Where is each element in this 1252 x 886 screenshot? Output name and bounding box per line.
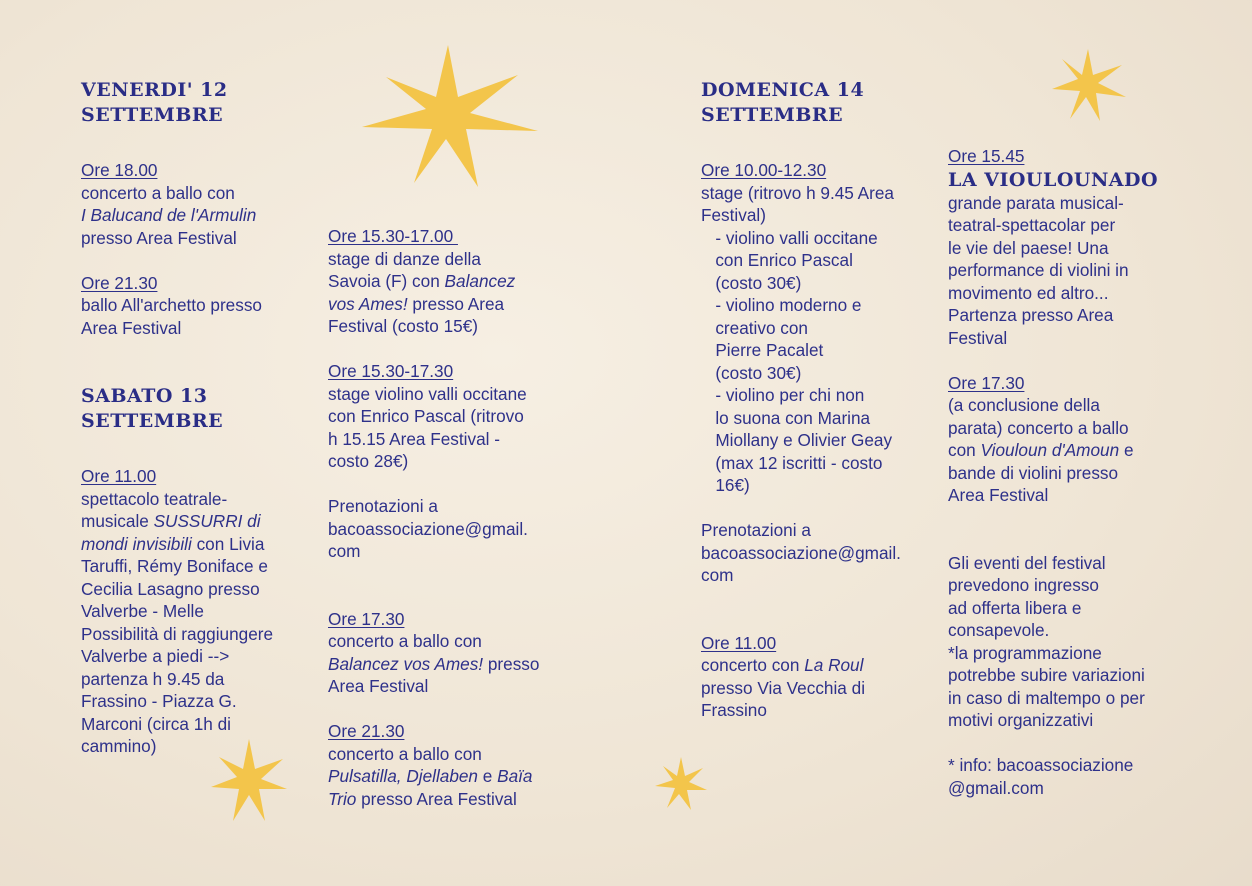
event-line: presso Area Festival [81, 227, 237, 248]
star-icon [654, 756, 708, 812]
event-time: Ore 10.00-12.30 [701, 160, 827, 180]
event-line: (costo 30€) [701, 272, 802, 293]
contact-email: @gmail.com [948, 777, 1044, 798]
event-block [81, 159, 311, 249]
event-line: Frassino - Piazza G. [81, 691, 237, 711]
event-block [948, 372, 1188, 507]
booking-line: com [328, 541, 361, 561]
note-line: consapevole. [948, 620, 1050, 640]
event-line: Miollany e Olivier Geay [701, 430, 893, 450]
event-time: Ore 11.00 [81, 466, 157, 486]
booking-email: bacoassociazione@gmail. [328, 518, 528, 539]
booking-info [328, 495, 568, 563]
event-title-italic: mondi invisibili [81, 533, 192, 554]
event-line: Cecilia Lasagno presso [81, 578, 260, 599]
event-time: Ore 17.30 [948, 372, 1025, 393]
note-line: prevedono ingresso [948, 575, 1099, 595]
event-line: movimento ed altro... [948, 282, 1109, 303]
event-block [328, 720, 568, 810]
event-line: costo 28€) [328, 451, 409, 471]
event-line: - violino valli occitane [701, 227, 878, 248]
event-line: stage (ritrovo h 9.45 Area [701, 182, 894, 203]
event-block [81, 272, 311, 340]
event-text: e [478, 766, 498, 786]
event-line: stage violino valli occitane [328, 383, 527, 404]
event-line: Area Festival [328, 676, 429, 696]
event-line [328, 788, 568, 811]
note-line: motivi organizzativi [948, 710, 1094, 730]
event-line: creativo con [701, 317, 808, 338]
day-title-line: SETTEMBRE [81, 104, 224, 126]
event-line: concerto a ballo con [328, 631, 482, 651]
event-line: Frassino [701, 700, 767, 720]
event-line: spettacolo teatrale- [81, 488, 228, 509]
event-line: Pierre Pacalet [701, 340, 824, 360]
event-block [948, 145, 1188, 349]
booking-line: com [701, 565, 734, 585]
event-line: Marconi (circa 1h di [81, 713, 231, 734]
event-time: Ore 15.45 [948, 146, 1025, 166]
event-text: e [1119, 440, 1134, 460]
event-line: presso Via Vecchia di [701, 677, 866, 698]
event-line: (costo 30€) [701, 362, 802, 383]
event-line: Area Festival [81, 317, 182, 338]
column-sunday-continued [948, 145, 1188, 799]
day-title-line: VENERDI' 12 [81, 79, 228, 101]
event-title-italic: Baïa [497, 766, 533, 786]
event-block [81, 465, 311, 758]
booking-email: bacoassociazione@gmail. [701, 542, 901, 563]
event-line: parata) concerto a ballo [948, 417, 1129, 438]
event-title-italic: Viouloun d'Amoun [980, 440, 1120, 460]
event-line: teatral-spettacolar per [948, 215, 1116, 235]
event-title-italic: SUSSURRI di [153, 511, 261, 531]
event-text: musicale [81, 511, 154, 531]
event-line: Possibilità di raggiungere [81, 623, 274, 644]
event-line: (max 12 iscritti - costo [701, 452, 883, 473]
event-line [328, 293, 568, 316]
event-text: con Livia [191, 533, 265, 554]
event-line: con Enrico Pascal [701, 250, 853, 270]
event-block [328, 360, 568, 473]
event-line: le vie del paese! Una [948, 237, 1109, 258]
event-line: Festival (costo 15€) [328, 316, 478, 336]
event-line: h 15.15 Area Festival - [328, 428, 500, 449]
event-text: con [948, 440, 981, 460]
event-title-italic: La Roul [804, 655, 864, 675]
event-line: 16€) [701, 475, 750, 495]
event-line: - violino per chi non [701, 385, 865, 405]
star-icon [352, 43, 544, 191]
event-line: - violino moderno e [701, 295, 862, 315]
event-line: partenza h 9.45 da [81, 668, 225, 689]
event-line [948, 439, 1188, 462]
day-heading-sunday [701, 78, 941, 128]
event-line: (a conclusione della [948, 395, 1100, 415]
day-title-line: DOMENICA 14 [701, 79, 865, 101]
event-line: Area Festival [948, 485, 1049, 505]
note-line: *la programmazione [948, 642, 1102, 663]
event-line: Festival [948, 327, 1008, 348]
event-line [328, 270, 568, 293]
event-line: con Enrico Pascal (ritrovo [328, 406, 524, 426]
event-line: cammino) [81, 736, 157, 756]
event-line: Valverbe - Melle [81, 601, 204, 621]
booking-info [701, 519, 941, 587]
event-line: concerto a ballo con [81, 182, 235, 203]
event-line: concerto a ballo con [328, 743, 482, 764]
event-line [701, 654, 941, 677]
event-block [701, 632, 941, 722]
event-time: Ore 17.30 [328, 608, 405, 629]
event-line: Valverbe a piedi --> [81, 646, 230, 666]
event-title-italic: Trio [328, 788, 357, 809]
event-block [328, 608, 568, 698]
event-time: Ore 15.30-17.30 [328, 361, 454, 381]
column-saturday-continued [328, 225, 568, 833]
column-sunday [701, 78, 941, 744]
event-line: I Balucand de l'Armulin [81, 205, 257, 225]
note-line: potrebbe subire variazioni [948, 665, 1145, 685]
day-title-line: SABATO 13 [81, 385, 208, 407]
event-text: presso Area Festival [356, 788, 517, 809]
event-title-italic: Balancez [444, 271, 516, 291]
event-line [328, 653, 568, 676]
event-line: ballo All'archetto presso [81, 295, 262, 315]
event-line: Partenza presso Area [948, 305, 1114, 325]
note-line: in caso di maltempo o per [948, 687, 1145, 708]
event-line [328, 765, 568, 788]
event-title: LA VIOULOUNADO [948, 168, 1159, 191]
event-time: Ore 21.30 [81, 272, 158, 293]
day-title-line: SETTEMBRE [81, 410, 224, 432]
event-text: presso [483, 653, 540, 674]
event-time: Ore 11.00 [701, 632, 777, 653]
event-title-italic: Balancez vos Ames! [328, 653, 484, 674]
contact-info [948, 754, 1188, 799]
event-text: presso Area [407, 293, 505, 314]
event-time: Ore 15.30-17.00 [328, 226, 458, 246]
note-line: ad offerta libera e [948, 597, 1082, 618]
event-line: grande parata musical- [948, 192, 1124, 213]
event-text: concerto con [701, 655, 805, 675]
event-line: Taruffi, Rémy Boniface e [81, 556, 268, 576]
event-line: performance di violini in [948, 260, 1129, 280]
day-heading-saturday [81, 384, 311, 434]
booking-line: Prenotazioni a [701, 520, 811, 540]
event-time: Ore 18.00 [81, 160, 158, 180]
event-line [81, 533, 311, 556]
event-title-italic: vos Ames! [328, 293, 408, 314]
column-friday-saturday [81, 78, 311, 780]
festival-notes [948, 552, 1188, 732]
booking-line: Prenotazioni a [328, 496, 438, 516]
event-line: bande di violini presso [948, 462, 1119, 483]
event-block [701, 159, 941, 497]
note-line: Gli eventi del festival [948, 552, 1106, 573]
event-line: lo suona con Marina [701, 407, 871, 428]
event-block [328, 225, 568, 338]
event-line [81, 510, 311, 533]
day-heading-friday [81, 78, 311, 128]
event-time: Ore 21.30 [328, 721, 405, 741]
day-title-line: SETTEMBRE [701, 104, 844, 126]
contact-line: * info: bacoassociazione [948, 755, 1134, 775]
star-icon [1050, 48, 1126, 122]
event-text: Savoia (F) con [328, 271, 445, 291]
event-title-italic: Pulsatilla, Djellaben [328, 766, 478, 786]
event-line: Festival) [701, 205, 766, 225]
event-line: stage di danze della [328, 248, 481, 269]
